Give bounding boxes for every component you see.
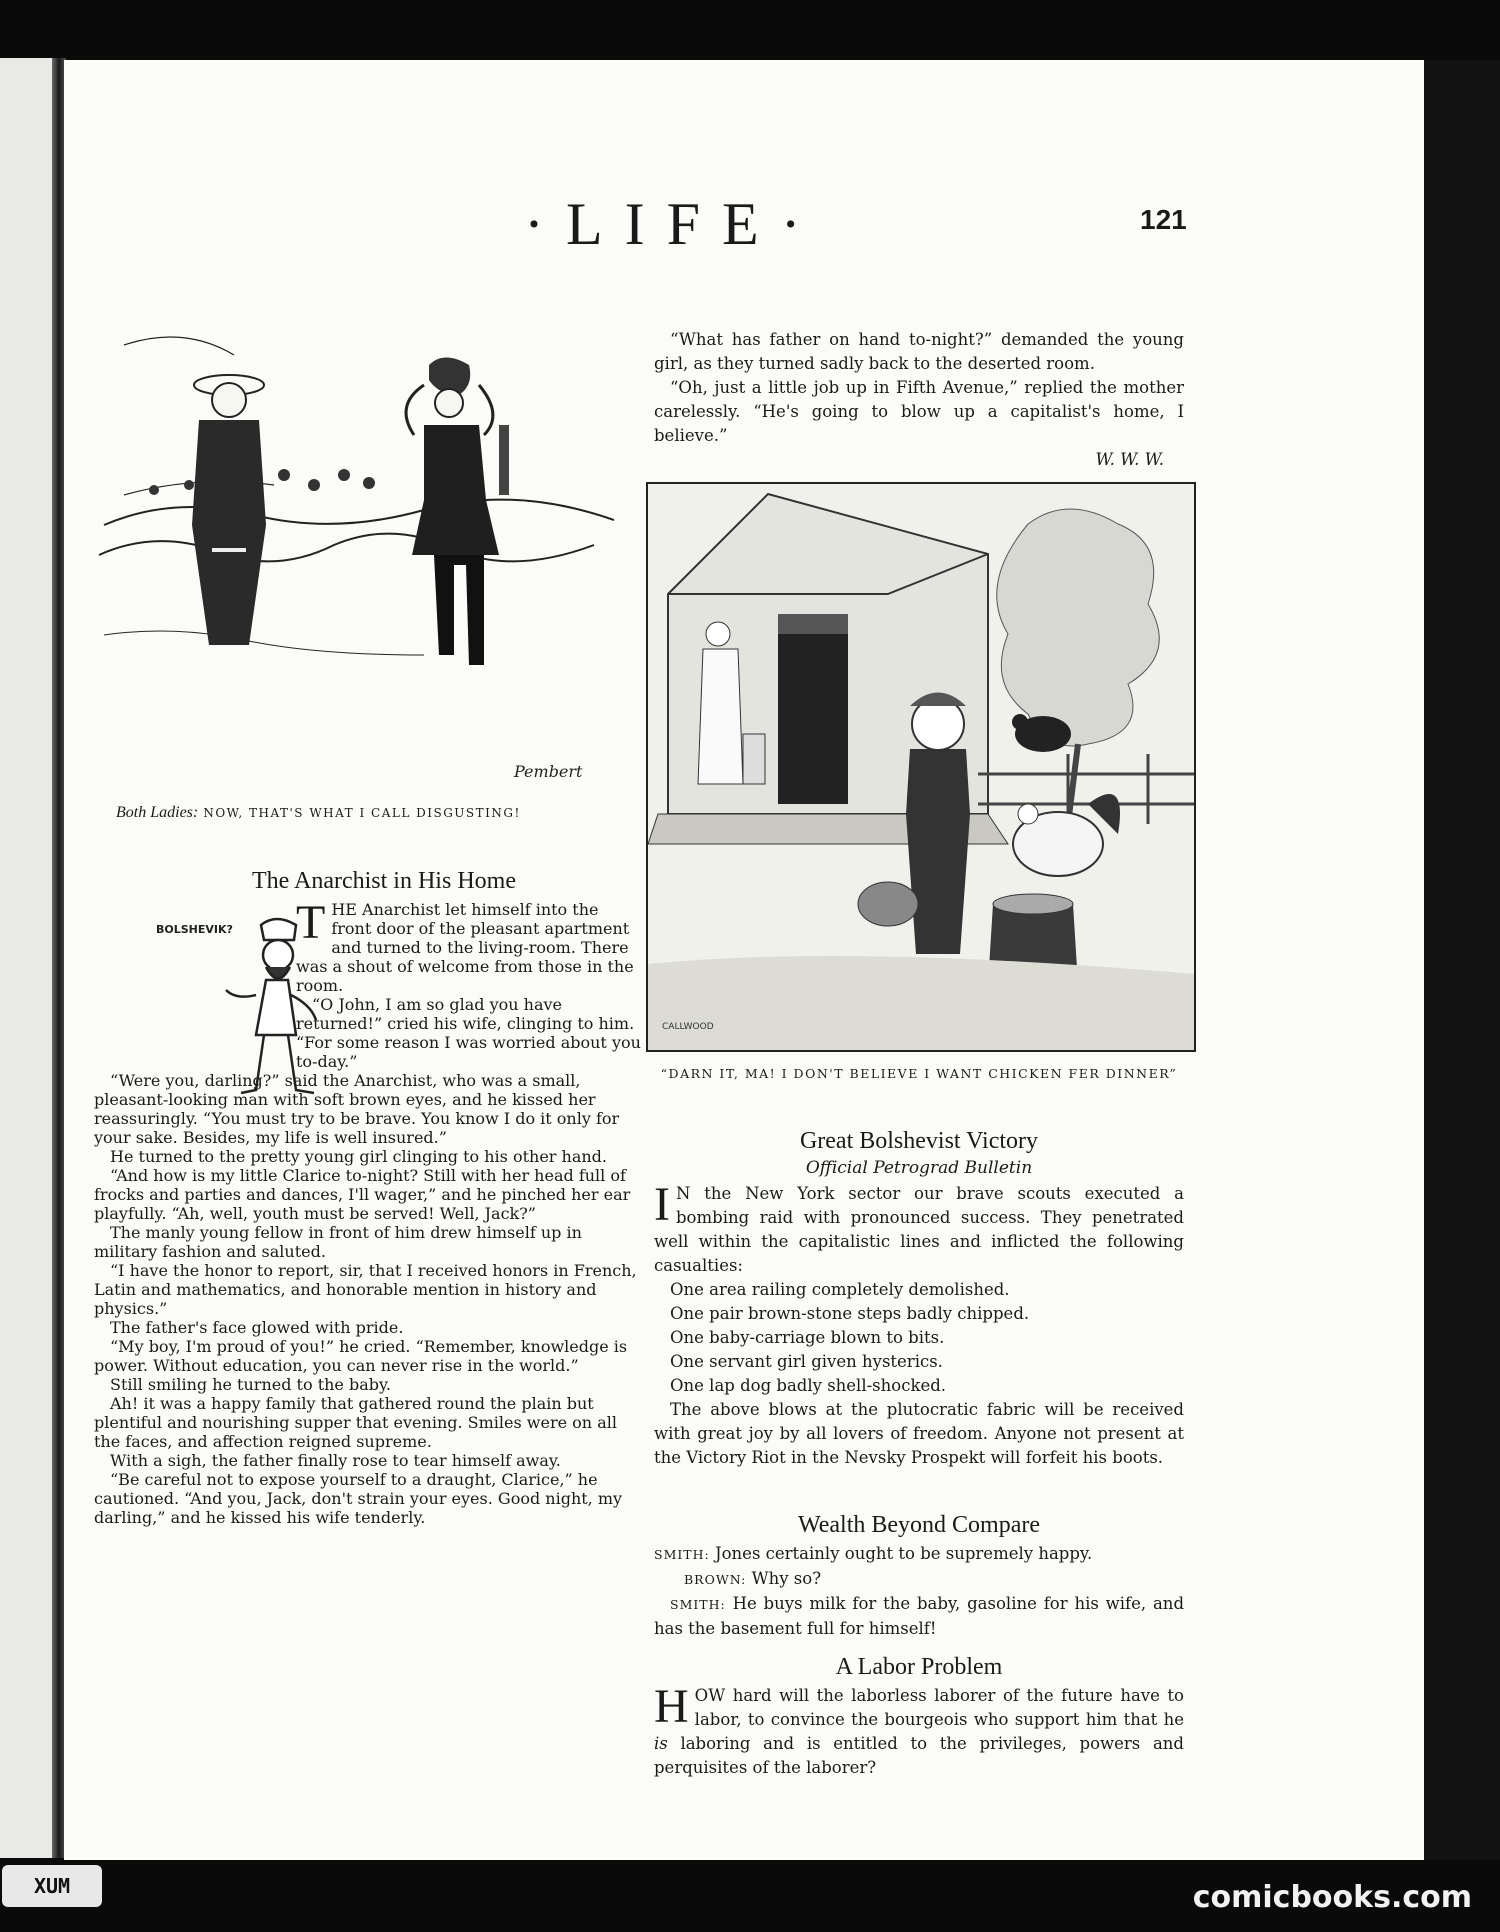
article-body-wealth (654, 1542, 1184, 1641)
list-item: One pair brown-stone steps badly chipped. (670, 1304, 1030, 1323)
dialogue-line (654, 1542, 1184, 1567)
cartoon-caption (116, 802, 616, 822)
illustration-signature: CALLWOOD (662, 1022, 714, 1032)
paragraph: “O John, I am so glad you have returned!” cried his wife, clinging to him. “For some reason I was worried about you to-day.” (296, 995, 641, 1071)
illustration-caption: “DARN IT, MA! I DON'T BELIEVE I WANT CHICKEN FER DINNER” (660, 1066, 1178, 1081)
line: Jones certainly ought to be supremely happy. (715, 1544, 1093, 1563)
text-part: laboring and is entitled to the privileges, powers and perquisites of the laborer? (654, 1734, 1184, 1777)
article-body-labor (654, 1680, 1184, 1780)
article-continuation (654, 328, 1184, 472)
paragraph: “My boy, I'm proud of you!” he cried. “Remember, knowledge is power. Without education, you can never rise in the world.” (94, 1337, 628, 1375)
article-title-anarchist: The Anarchist in His Home (252, 868, 516, 894)
paragraph: The above blows at the plutocratic fabric will be received with great joy by all lovers of freedom. Anyone not present at the Victory Riot in the Nevsky Prospekt will forfeit his boots. (654, 1400, 1184, 1467)
paragraph: Ah! it was a happy family that gathered round the plain but plentiful and nourishing supper that evening. Smiles were on all the faces, and affection reigned supreme. (94, 1394, 617, 1451)
speaker: SMITH: (654, 1547, 710, 1562)
magazine-page (64, 60, 1424, 1860)
paragraph: “Be careful not to expose yourself to a draught, Clarice,” he cautioned. “And you, Jack, don't strain your eyes. Good night, my darling,” and he kissed his wife tenderly. (94, 1470, 623, 1527)
article-title-labor: A Labor Problem (835, 1654, 1003, 1680)
narrow-intro-block (296, 896, 642, 1071)
caption-speaker: Both Ladies: (116, 804, 199, 821)
paragraph: “I have the honor to report, sir, that I received honors in French, Latin and mathematics, and honorable mention in history and physics.” (94, 1261, 637, 1318)
paragraph (654, 1680, 1184, 1780)
article-body-bolshevist-victory (654, 1178, 1184, 1470)
article-title-wealth: Wealth Beyond Compare (797, 1512, 1040, 1538)
paragraph: The father's face glowed with pride. (110, 1318, 404, 1337)
dropcap-i: I (654, 1178, 670, 1231)
paragraph: “Oh, just a little job up in Fifth Avenue,” replied the mother carelessly. “He's going to blow up a capitalist's home, I believe.” (654, 378, 1184, 445)
xum-badge: XUM (2, 1865, 102, 1907)
dialogue-line (654, 1567, 1184, 1592)
cartoon-signature: Pembert (514, 762, 583, 781)
speaker: SMITH: (670, 1597, 726, 1612)
paragraph: “What has father on hand to-night?” demanded the young girl, as they turned sadly back to the deserted room. (654, 330, 1184, 373)
page-header (64, 190, 1424, 270)
paragraph: With a sigh, the father finally rose to tear himself away. (110, 1451, 561, 1470)
dropcap-h: H (654, 1680, 689, 1733)
dropcap-t: T (296, 896, 326, 949)
article-title-bolshevist-victory: Great Bolshevist Victory (799, 1128, 1039, 1154)
paragraph: He turned to the pretty young girl clinging to his other hand. (110, 1147, 607, 1166)
farm-boy-illustration (646, 482, 1196, 1052)
list-item: One baby-carriage blown to bits. (670, 1328, 945, 1347)
paragraph: Still smiling he turned to the baby. (110, 1375, 391, 1394)
bathing-ladies-cartoon (94, 325, 614, 795)
bolshevik-label: BOLSHEVIK? (156, 923, 233, 936)
line: Why so? (751, 1569, 822, 1588)
text-part: OW hard will the laborless laborer of the future have to labor, to convince the bourgeois who support him that he (694, 1686, 1184, 1729)
article-subtitle: Official Petrograd Bulletin (805, 1158, 1033, 1178)
dialogue-line (654, 1592, 1184, 1641)
article-body-anarchist (94, 896, 642, 1527)
paragraph: “Were you, darling?” said the Anarchist, who was a small, pleasant-looking man with soft brown eyes, and he kissed her reassuringly. “You must try to be brave. You know I do it only for your sake. Besides, my life is well insured.” (94, 1071, 620, 1147)
paragraph: “And how is my little Clarice to-night? Still with her head full of frocks and parties and dances, I'll wager,” and he pinched her ear playfully. “Ah, well, youth must be served! Well, Jack?” (94, 1166, 631, 1223)
article-signature: W. W. W. (1095, 450, 1164, 469)
scan-border (1424, 60, 1500, 1860)
paragraph: The manly young fellow in front of him drew himself up in military fashion and saluted. (94, 1223, 582, 1261)
speaker: BROWN: (684, 1572, 747, 1587)
caption-text: NOW, THAT'S WHAT I CALL DISGUSTING! (203, 806, 521, 820)
masthead: ·LIFE· (524, 191, 823, 257)
list-item: One servant girl given hysterics. (670, 1352, 943, 1371)
list-item: One lap dog badly shell-shocked. (670, 1376, 947, 1395)
page-number: 121 (1140, 204, 1187, 235)
watermark: comicbooks.com (1192, 1880, 1472, 1915)
paragraph: N the New York sector our brave scouts executed a bombing raid with pronounced success. They penetrated well within the capitalistic lines and inflicted the following casualties: (654, 1184, 1184, 1275)
paragraph: HE Anarchist let himself into the front door of the pleasant apartment and turned to the living-room. There was a shout of welcome from those in the room. (296, 900, 634, 995)
list-item: One area railing completely demolished. (670, 1280, 1010, 1299)
line: He buys milk for the baby, gasoline for his wife, and has the basement full for himself! (654, 1594, 1184, 1638)
emphasis: is (654, 1734, 668, 1753)
